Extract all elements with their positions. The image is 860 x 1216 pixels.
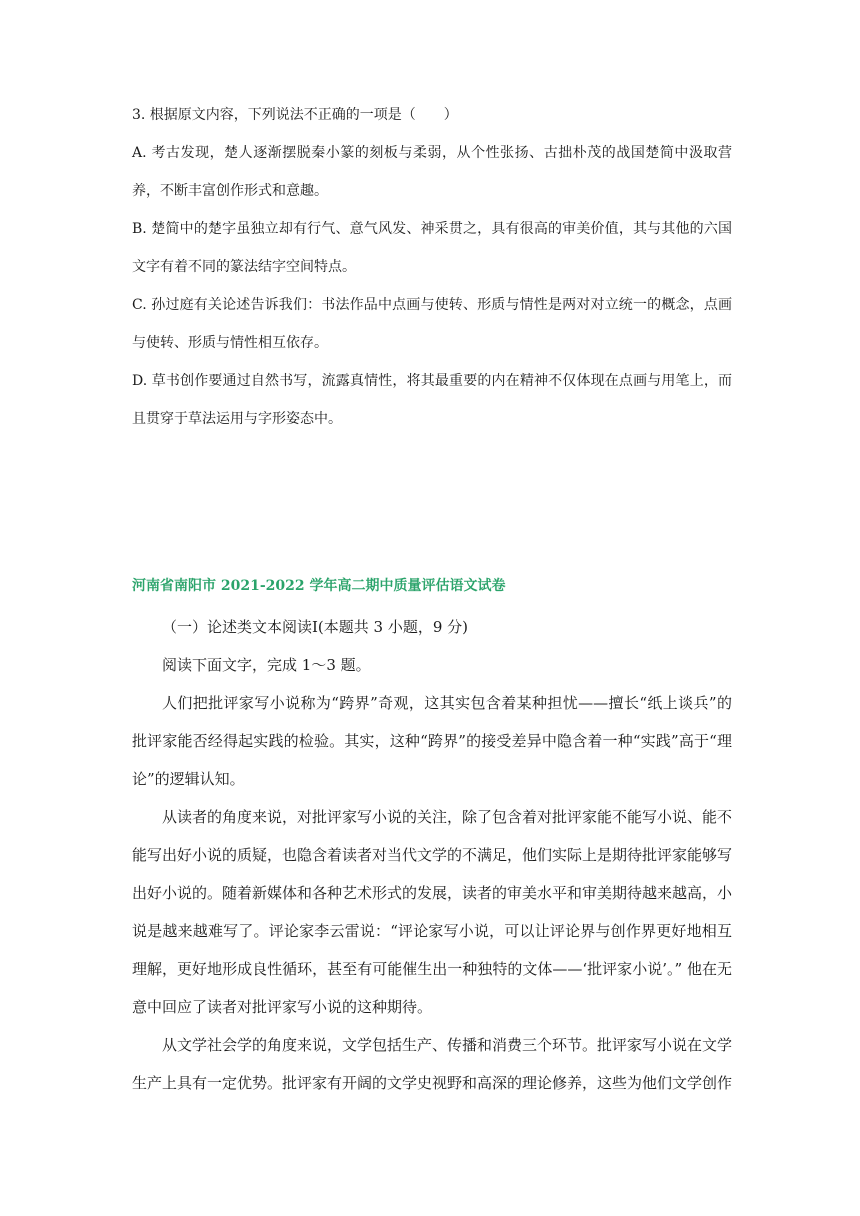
passage-paragraph: 人们把批评家写小说称为“跨界”奇观，这其实包含着某种担忧——擅长“纸上谈兵”的批评家能否经得起实践的检验。其实，这种“跨界”的接受差异中隐含着一种“实践”高于“理论”的逻辑认知。 bbox=[132, 694, 732, 788]
option-b: B. 楚简中的楚字虽独立却有行气、意气风发、神采贯之，具有很高的审美价值，其与其他的六国文字有着不同的篆法结字空间特点。 bbox=[132, 221, 732, 275]
option-c: C. 孙过庭有关论述告诉我们：书法作品中点画与使转、形质与情性是两对对立统一的概念，点画与使转、形质与情性相互依存。 bbox=[132, 297, 732, 351]
question-block bbox=[132, 96, 732, 438]
passage-paragraph: 从文学社会学的角度来说，文学包括生产、传播和消费三个环节。批评家写小说在文学生产上具有一定优势。批评家有开阔的文学史视野和高深的理论修养，这些为他们文学创作 bbox=[132, 1036, 733, 1092]
section-heading: （一）论述类文本阅读Ⅰ(本题共 3 小题，9 分) bbox=[162, 618, 469, 636]
reading-passage bbox=[132, 608, 732, 1102]
exam-title: 河南省南阳市 2021-2022 学年高二期中质量评估语文试卷 bbox=[132, 578, 506, 594]
question-stem: 3. 根据原文内容，下列说法不正确的一项是（ ） bbox=[132, 107, 458, 123]
instruction-text: 阅读下面文字，完成 1～3 题。 bbox=[162, 656, 371, 674]
passage-paragraph: 从读者的角度来说，对批评家写小说的关注，除了包含着对批评家能不能写小说、能不能写出好小说的质疑，也隐含着读者对当代文学的不满足，他们实际上是期待批评家能够写出好小说的。随着新媒体和各种艺术形式的发展，读者的审美水平和审美期待越来越高，小说是越来越难写了。评论家李云雷说：“评论家写小说，可以让评论界与创作界更好地相互理解，更好地形成良性循环，甚至有可能催生出一种独特的文体——‘批评家小说’。” 他在无意中回应了读者对批评家写小说的这种期待。 bbox=[132, 808, 733, 1016]
option-d: D. 草书创作要通过自然书写，流露真情性，将其最重要的内在精神不仅体现在点画与用笔上，而且贯穿于草法运用与字形姿态中。 bbox=[132, 373, 732, 427]
option-a: A. 考古发现，楚人逐渐摆脱秦小篆的刻板与柔弱，从个性张扬、古拙朴茂的战国楚简中汲取营养，不断丰富创作形式和意趣。 bbox=[132, 145, 732, 199]
